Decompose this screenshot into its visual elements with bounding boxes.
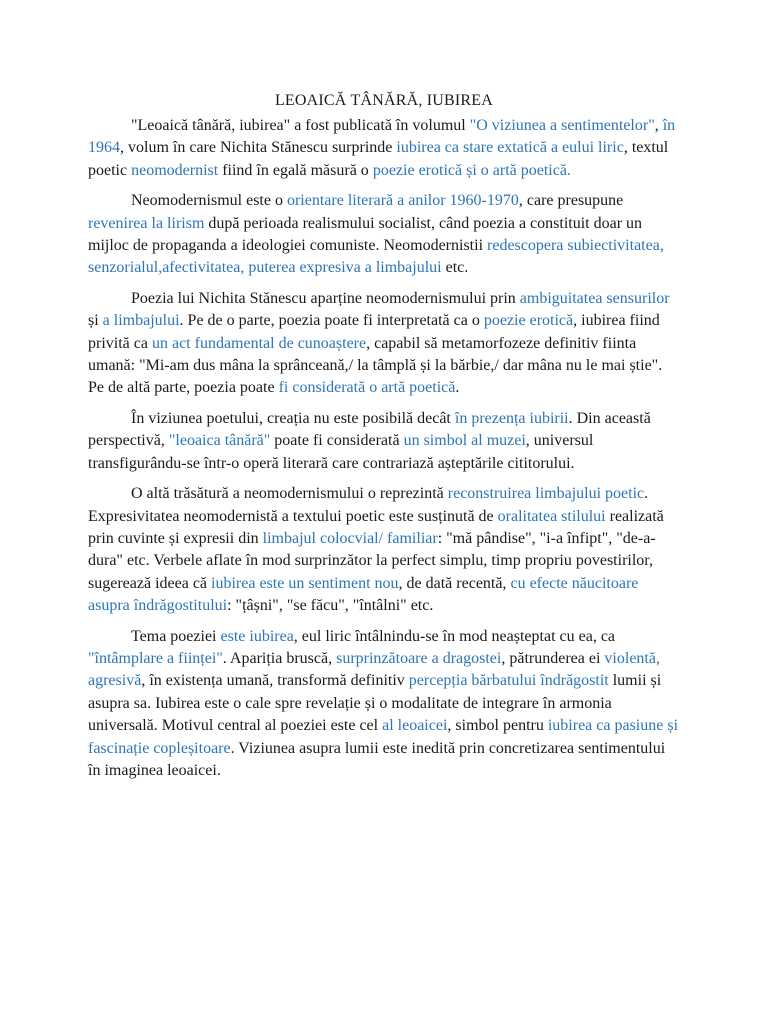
highlighted-phrase: poezie erotică și o artă poetică.	[372, 161, 571, 179]
paragraph-theme	[88, 626, 680, 783]
highlighted-phrase: orientare literară a anilor 1960-1970	[286, 192, 519, 210]
text-run: poate fi considerată	[270, 432, 404, 450]
highlighted-phrase: percepția bărbatului îndrăgostit	[408, 672, 609, 690]
highlighted-phrase: reconstruirea limbajului poetic	[447, 485, 645, 503]
paragraph-intro	[88, 115, 680, 182]
text-run: O altă trăsătură a neomodernismului o reprezintă	[131, 485, 448, 503]
document-title: LEOAICĂ TÂNĂRĂ, IUBIREA	[274, 92, 494, 109]
text-run: după perioada realismului socialist, când poezia a constituit doar un mijloc de propaganda a ideologiei comuniste. Neomodernistii	[88, 214, 643, 255]
text-run: , de dată recentă,	[398, 574, 511, 592]
text-run: , universul transfigurându-se într-o operă literară care contrariază așteptările cititorului.	[88, 432, 594, 472]
text-run: "Leoaică tânără, iubirea" a fost publicată în volumul	[131, 117, 470, 134]
highlighted-phrase: este iubirea	[220, 627, 294, 645]
highlighted-phrase: în 1964	[88, 117, 676, 157]
highlighted-phrase: neomodernist	[131, 161, 219, 179]
highlighted-phrase: poezie erotică	[483, 312, 574, 330]
text-run: Neomodernismul este o	[131, 192, 287, 210]
text-run: Tema poeziei	[131, 627, 221, 645]
highlighted-phrase: al leoaicei	[382, 717, 448, 735]
text-run: .	[455, 379, 460, 397]
highlighted-phrase: limbajul colocvial/ familiar	[262, 529, 438, 547]
text-run: fiind în egală măsură o	[218, 161, 373, 179]
text-run: și	[88, 312, 103, 330]
highlighted-phrase: oralitatea stilului	[497, 507, 606, 525]
document-body	[88, 115, 680, 782]
highlighted-phrase: fi considerată o artă poetică	[278, 379, 456, 397]
text-run: . Viziunea asupra lumii este inedită prin concretizarea sentimentului în imaginea leoaicei.	[88, 739, 666, 779]
highlighted-phrase: revenirea la lirism	[88, 214, 205, 232]
highlighted-phrase: "O viziunea a sentimentelor"	[469, 117, 655, 134]
text-run: , simbol pentru	[447, 717, 548, 735]
text-run: , eul liric întâlnindu-se în mod neașteptat cu ea, ca	[293, 627, 616, 645]
text-run: . Apariția bruscă,	[222, 649, 337, 667]
text-run: ,	[654, 117, 663, 134]
text-run: , în existența umană, transformă definitiv	[141, 672, 409, 690]
text-run: realizată prin cuvinte și expresii din	[88, 507, 664, 547]
text-run: . Expresivitatea neomodernistă a textului poetic este susținută de	[88, 485, 649, 525]
text-run: , iubirea fiind privită ca	[88, 312, 660, 352]
text-run: : "mă pândise", "i-a înfipt", "de-a-dura" etc. Verbele aflate în mod surprinzător la perfect simplu, timp propriu povestirilor, sugerează ideea că	[88, 529, 656, 592]
highlighted-phrase: cu efecte năucitoare asupra îndrăgostitului	[88, 574, 639, 615]
text-run: . Pe de o parte, poezia poate fi interpretată ca o	[179, 312, 484, 330]
text-run: etc.	[441, 259, 469, 277]
text-run: : "țâșni", "se făcu", "întâlni" etc.	[227, 597, 434, 615]
highlighted-phrase: iubirea ca stare extatică a eului liric	[396, 139, 624, 157]
highlighted-phrase: iubirea ca pasiune și fascinație copleșitoare	[88, 717, 679, 757]
text-run: , textul poetic	[88, 139, 669, 179]
highlighted-phrase: ambiguitatea sensurilor	[519, 289, 670, 307]
highlighted-phrase: un simbol al muzei	[403, 432, 526, 450]
text-run: . Din această perspectivă,	[88, 409, 651, 450]
paragraph-creation	[88, 408, 680, 475]
text-run: , pătrunderea ei	[501, 649, 605, 667]
highlighted-phrase: iubirea este un sentiment nou	[211, 574, 399, 592]
paragraph-ambiguity	[88, 288, 680, 400]
paragraph-neomodernism	[88, 190, 680, 280]
paragraph-language	[88, 483, 680, 617]
text-run: , volum în care Nichita Stănescu surprinde	[120, 139, 397, 157]
highlighted-phrase: "leoaica tânără"	[168, 432, 271, 450]
text-run: , care presupune	[518, 192, 624, 210]
highlighted-phrase: un act fundamental de cunoaștere	[151, 334, 367, 352]
highlighted-phrase: "întâmplare a ființei"	[88, 649, 223, 667]
highlighted-phrase: a limbajului	[102, 312, 180, 330]
text-run: lumii și asupra sa. Iubirea este o cale spre revelație și o modalitate de integrare în armonia universală. Motivul central al poeziei este cel	[88, 672, 662, 735]
text-run: Poezia lui Nichita Stănescu aparține neomodernismului prin	[131, 289, 520, 307]
highlighted-phrase: redescopera subiectivitatea, senzorialul,afectivitatea, puterea expresiva a limbajului	[88, 237, 664, 277]
highlighted-phrase: violentă, agresivă	[88, 649, 660, 690]
text-run: În viziunea poetului, creația nu este posibilă decât	[131, 409, 455, 427]
highlighted-phrase: surprinzătoare a dragostei	[336, 649, 502, 667]
highlighted-phrase: în prezența iubirii	[454, 409, 569, 427]
text-run: , capabil să metamorfozeze definitiv fiinta umană: "Mi-am dus mâna la sprânceană,/ la tâmplă și la bărbie,/ dar mâna nu le mai știe". Pe de altă parte, poezia poate	[88, 334, 663, 397]
